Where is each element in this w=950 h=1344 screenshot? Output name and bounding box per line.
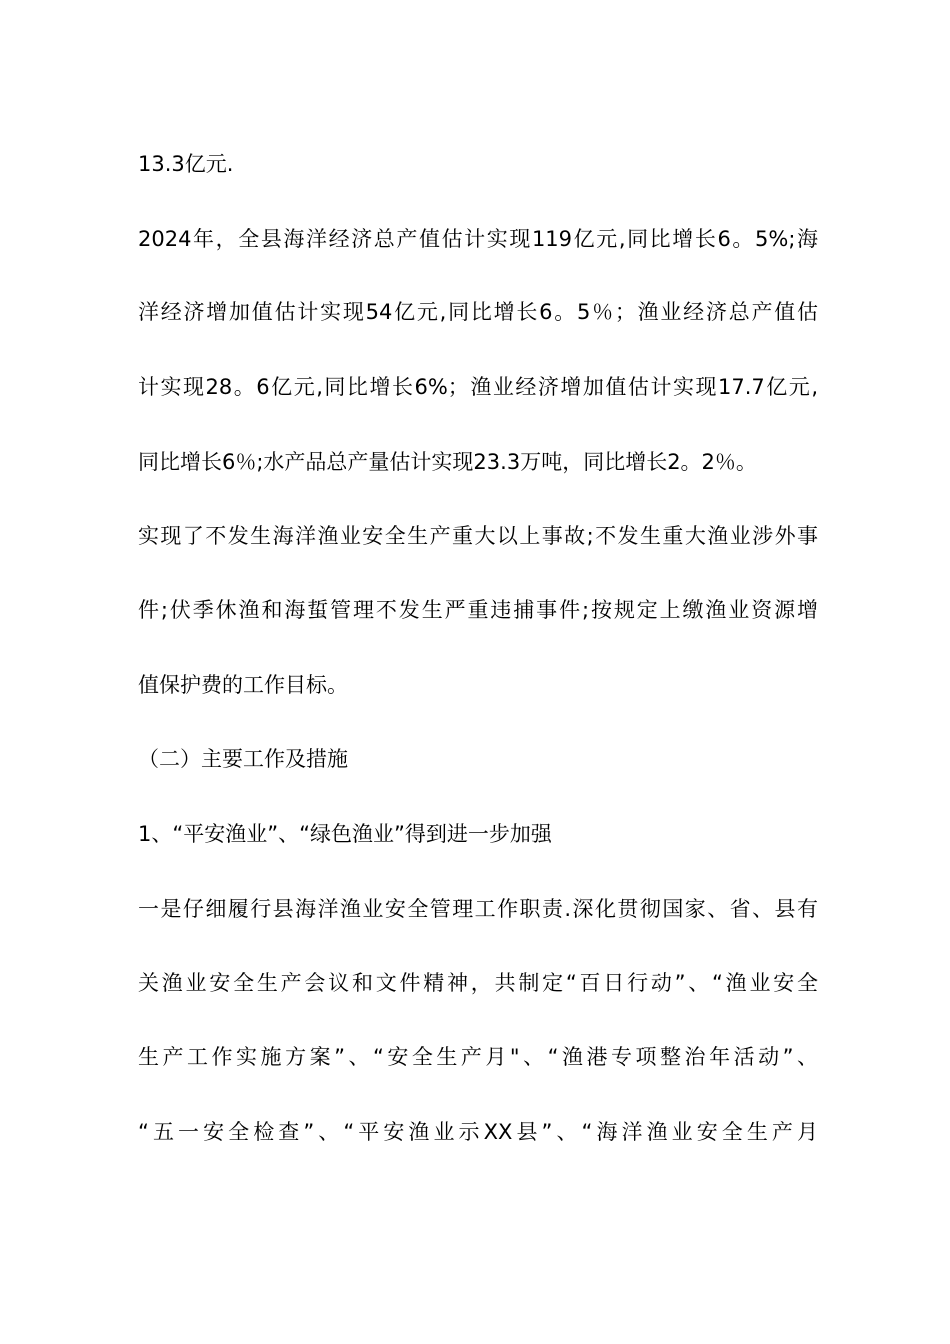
- text-line: 生产工作实施方案”、“安全生产月"、“渔港专项整治年活动”、: [138, 1045, 818, 1069]
- text-line: “五一安全检查”、“平安渔业示XX县”、“海洋渔业安全生产月: [138, 1120, 818, 1144]
- text-line: 洋经济增加值估计实现54亿元,同比增长6。5％；渔业经济总产值估: [138, 300, 818, 324]
- text-line: 计实现28。6亿元,同比增长6%；渔业经济增加值估计实现17.7亿元,: [138, 375, 818, 399]
- text-line: 关渔业安全生产会议和文件精神，共制定“百日行动”、“渔业安全: [138, 971, 818, 995]
- subsection-heading: 1、“平安渔业”、“绿色渔业”得到进一步加强: [138, 822, 552, 846]
- text-line: 2024年，全县海洋经济总产值估计实现119亿元,同比增长6。5%;海: [138, 227, 818, 251]
- text-line: 同比增长6％;水产品总产量估计实现23.3万吨，同比增长2。2％。: [138, 450, 757, 474]
- text-line: 13.3亿元.: [138, 152, 234, 176]
- text-line: 实现了不发生海洋渔业安全生产重大以上事故;不发生重大渔业涉外事: [138, 524, 818, 548]
- text-line: 一是仔细履行县海洋渔业安全管理工作职责.深化贯彻国家、省、县有: [138, 897, 818, 921]
- text-line: 值保护费的工作目标。: [138, 673, 348, 697]
- section-heading: （二）主要工作及措施: [138, 747, 348, 771]
- text-line: 件;伏季休渔和海蜇管理不发生严重违捕事件;按规定上缴渔业资源增: [138, 598, 818, 622]
